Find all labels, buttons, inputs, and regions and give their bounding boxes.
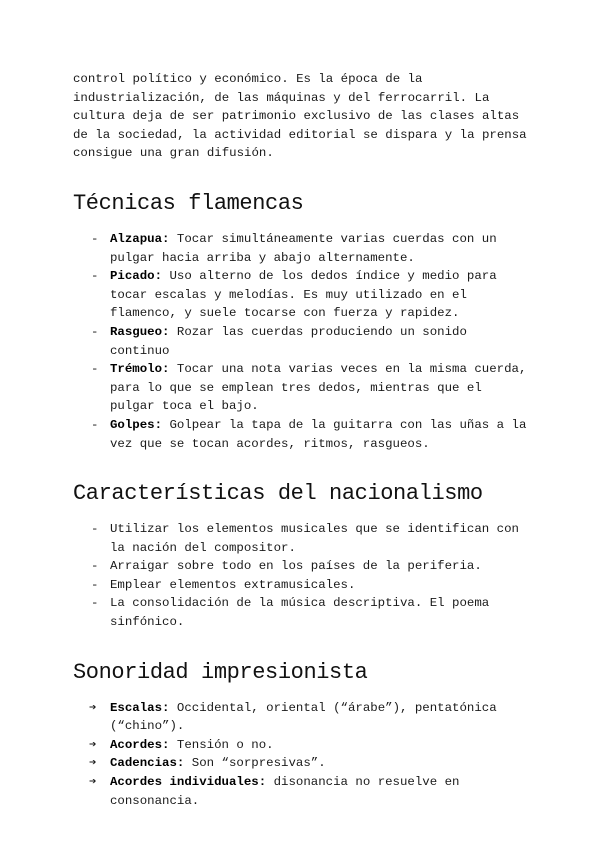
list-item <box>91 576 533 595</box>
list-item <box>91 520 533 557</box>
list-nacionalismo <box>73 520 533 632</box>
term-label: Escalas: <box>110 700 170 715</box>
term-label: Trémolo: <box>110 362 170 377</box>
arrow-bullet-icon: ➔ <box>89 700 97 715</box>
intro-paragraph: control político y económico. Es la época de la industrialización, de las máquinas y del ferrocarril. La cultura deja de ser patrimonio exclusivo de las clases altas de la sociedad, la actividad editorial se dispara y la prensa consigue una gran difusión. <box>73 72 527 161</box>
item-text: Tensión o no. <box>169 737 274 752</box>
item-text: Uso alterno de los dedos índice y medio para tocar escalas y melodías. Es muy utilizado en el flamenco, y suele tocarse con fuerza y rapidez. <box>110 269 497 321</box>
item-text: Golpear la tapa de la guitarra con las uñas a la vez que se tocan acordes, ritmos, rasgueos. <box>110 417 527 451</box>
dash-bullet: - <box>91 522 99 537</box>
item-text: Rozar las cuerdas produciendo un sonido continuo <box>110 324 467 358</box>
term-label: Picado: <box>110 269 163 284</box>
item-text: Tocar una nota varias veces en la misma cuerda, para lo que se emplean tres dedos, mientras que el pulgar toca el bajo. <box>110 362 527 414</box>
list-item <box>89 773 533 810</box>
list-item <box>89 754 533 773</box>
arrow-bullet-icon: ➔ <box>89 756 97 771</box>
list-impresionista <box>73 699 533 811</box>
term-label: Golpes: <box>110 417 163 432</box>
list-item <box>91 230 533 267</box>
dash-bullet: - <box>91 577 99 592</box>
item-text: Utilizar los elementos musicales que se identifican con la nación del compositor. <box>110 522 519 555</box>
dash-bullet: - <box>91 324 99 339</box>
list-item <box>91 267 533 323</box>
document-page <box>73 70 533 810</box>
dash-bullet: - <box>91 559 99 574</box>
item-text: disonancia no resuelve en consonancia. <box>110 775 460 808</box>
dash-bullet: - <box>91 596 99 611</box>
term-label: Acordes individuales: <box>110 775 267 790</box>
arrow-bullet-icon: ➔ <box>89 737 97 752</box>
term-label: Rasgueo: <box>110 324 170 339</box>
item-text: Tocar simultáneamente varias cuerdas con un pulgar hacia arriba y abajo alternamente. <box>110 231 497 265</box>
heading-tecnicas-flamencas: Técnicas flamencas <box>73 190 304 216</box>
list-item <box>91 323 533 360</box>
list-tecnicas-flamencas <box>73 230 533 453</box>
list-item <box>91 594 533 631</box>
dash-bullet: - <box>91 269 99 284</box>
list-item <box>91 557 533 576</box>
heading-impresionista: Sonoridad impresionista <box>73 659 368 685</box>
arrow-bullet-icon: ➔ <box>89 775 97 790</box>
item-text: Arraigar sobre todo en los países de la periferia. <box>110 559 482 574</box>
item-text: Son “sorpresivas”. <box>184 756 326 771</box>
list-item <box>91 416 533 453</box>
heading-nacionalismo: Características del nacionalismo <box>73 481 483 507</box>
dash-bullet: - <box>91 362 99 377</box>
item-text: La consolidación de la música descriptiva. El poema sinfónico. <box>110 596 490 630</box>
term-label: Alzapua: <box>110 231 170 246</box>
term-label: Acordes: <box>110 737 170 752</box>
list-item <box>89 699 533 736</box>
term-label: Cadencias: <box>110 756 185 771</box>
list-item <box>89 736 533 755</box>
item-text: Emplear elementos extramusicales. <box>110 577 356 592</box>
dash-bullet: - <box>91 417 99 432</box>
item-text: Occidental, oriental (“árabe”), pentatónica (“chino”). <box>110 700 497 734</box>
dash-bullet: - <box>91 231 99 246</box>
list-item <box>91 360 533 416</box>
